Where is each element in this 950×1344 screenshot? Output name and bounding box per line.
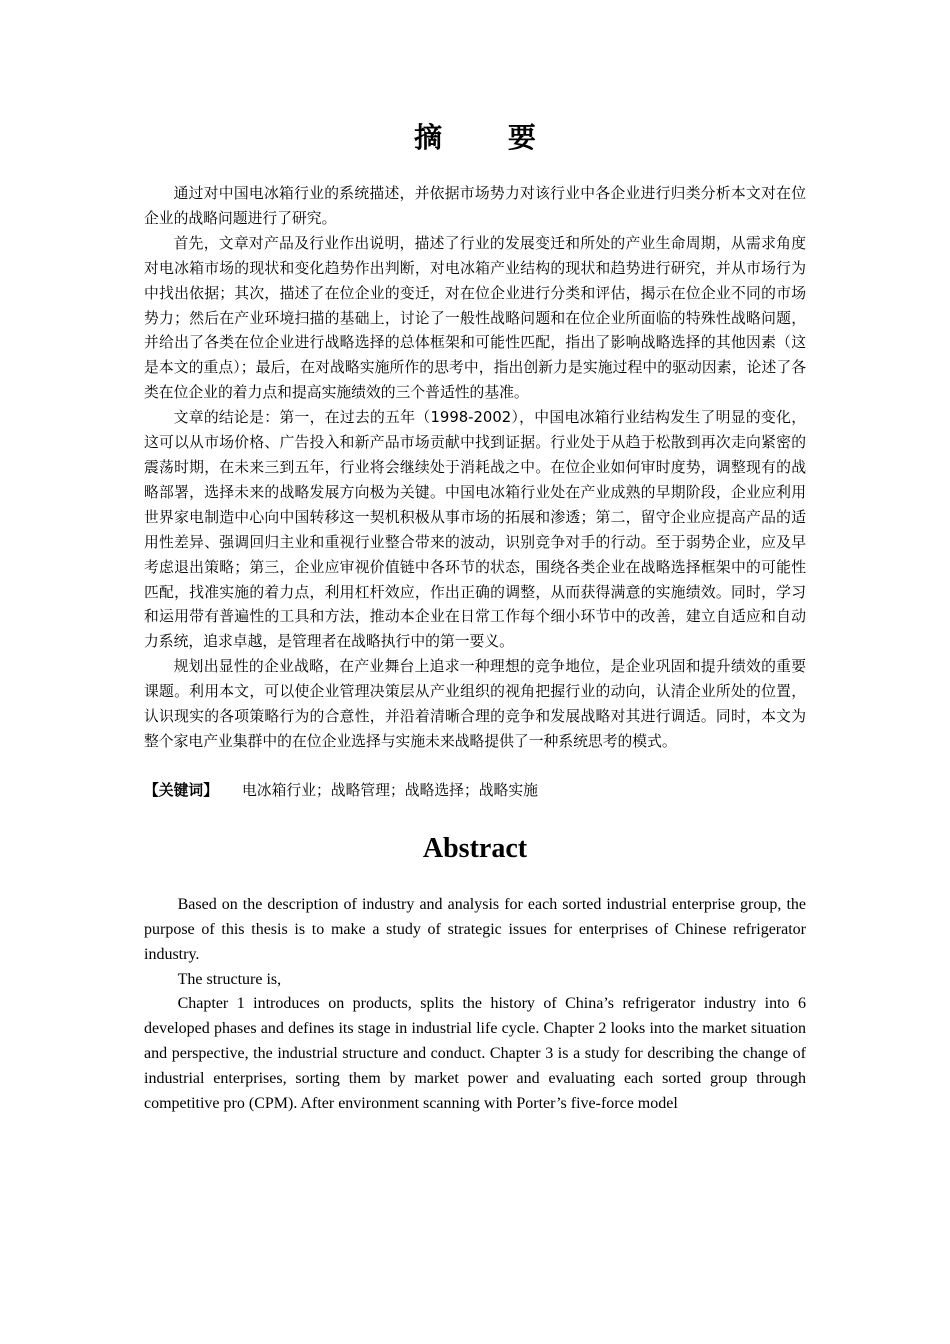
document-page bbox=[144, 118, 806, 1117]
keywords-text: 电冰箱行业；战略管理；战略选择；战略实施 bbox=[242, 781, 538, 799]
en-paragraph-2: The structure is, bbox=[177, 970, 282, 988]
chinese-abstract-title: 摘 要 bbox=[414, 121, 564, 154]
cn-paragraph-4: 规划出显性的企业战略，在产业舞台上追求一种理想的竞争地位，是企业巩固和提升绩效的重要课题。利用本文，可以使企业管理决策层从产业组织的视角把握行业的动向，认清企业所处的位置，认识现实的各项策略行为的合意性，并沿着清晰合理的竞争和发展战略对其进行调适。同时，本文为整个家电产业集群中的在位企业选择与实施未来战略提供了一种系统思考的模式。 bbox=[144, 658, 806, 750]
cn-paragraph-3: 文章的结论是：第一，在过去的五年（1998-2002），中国电冰箱行业结构发生了明显的变化，这可以从市场价格、广告投入和新产品市场贡献中找到证据。行业处于从趋于松散到再次走向紧密的震荡时期，在未来三到五年，行业将会继续处于消耗战之中。在位企业如何审时度势，调整现有的战略部署，选择未来的战略发展方向极为关键。中国电冰箱行业处在产业成熟的早期阶段，企业应利用世界家电制造中心向中国转移这一契机积极从事市场的拓展和渗透；第二，留守企业应提高产品的适用性差异、强调回归主业和重视行业整合带来的波动，识别竞争对手的行动。至于弱势企业，应及早考虑退出策略；第三，企业应审视价值链中各环节的状态，围绕各类企业在战略选择框架中的可能性匹配，找准实施的着力点，利用杠杆效应，作出正确的调整，从而获得满意的实施绩效。同时，学习和运用带有普遍性的工具和方法，推动本企业在日常工作每个细小环节中的改善，建立自适应和自动力系统，追求卓越，是管理者在战略执行中的第一要义。 bbox=[144, 409, 806, 651]
english-abstract-title: Abstract bbox=[422, 832, 528, 864]
cn-paragraph-1: 通过对中国电冰箱行业的系统描述，并依据市场势力对该行业中各企业进行归类分析本文对在位企业的战略问题进行了研究。 bbox=[144, 185, 806, 227]
keywords-label: 【关键词】 bbox=[144, 781, 218, 799]
cn-paragraph-2: 首先，文章对产品及行业作出说明，描述了行业的发展变迁和所处的产业生命周期，从需求角度对电冰箱市场的现状和变化趋势作出判断，对电冰箱产业结构的现状和趋势进行研究，并从市场行为中找出依据；其次，描述了在位企业的变迁，对在位企业进行分类和评估，揭示在位企业不同的市场势力；然后在产业环境扫描的基础上，讨论了一般性战略问题和在位企业所面临的特殊性战略问题，并给出了各类在位企业进行战略选择的总体框架和可能性匹配，指出了影响战略选择的其他因素（这是本文的重点）；最后，在对战略实施所作的思考中，指出创新力是实施过程中的驱动因素，论述了各类在位企业的着力点和提高实施绩效的三个普适性的基准。 bbox=[144, 234, 806, 402]
en-paragraph-3: Chapter 1 introduces on products, splits the history of China’s refrigerator industry into 6 developed phases and defines its stage in industrial life cycle. Chapter 2 looks into the market situation and perspective, the industrial structure and conduct. Chapter 3 is a study for describing the change of industrial enterprises, sorting them by market power and evaluating each sorted group through competitive pro (CPM). After environment scanning with Porter’s five-force model bbox=[144, 995, 806, 1113]
en-paragraph-1: Based on the description of industry and analysis for each sorted industrial enterprise group, the purpose of this thesis is to make a study of strategic issues for enterprises of Chinese refrigerator industry. bbox=[144, 895, 806, 963]
keywords-line bbox=[144, 779, 806, 803]
